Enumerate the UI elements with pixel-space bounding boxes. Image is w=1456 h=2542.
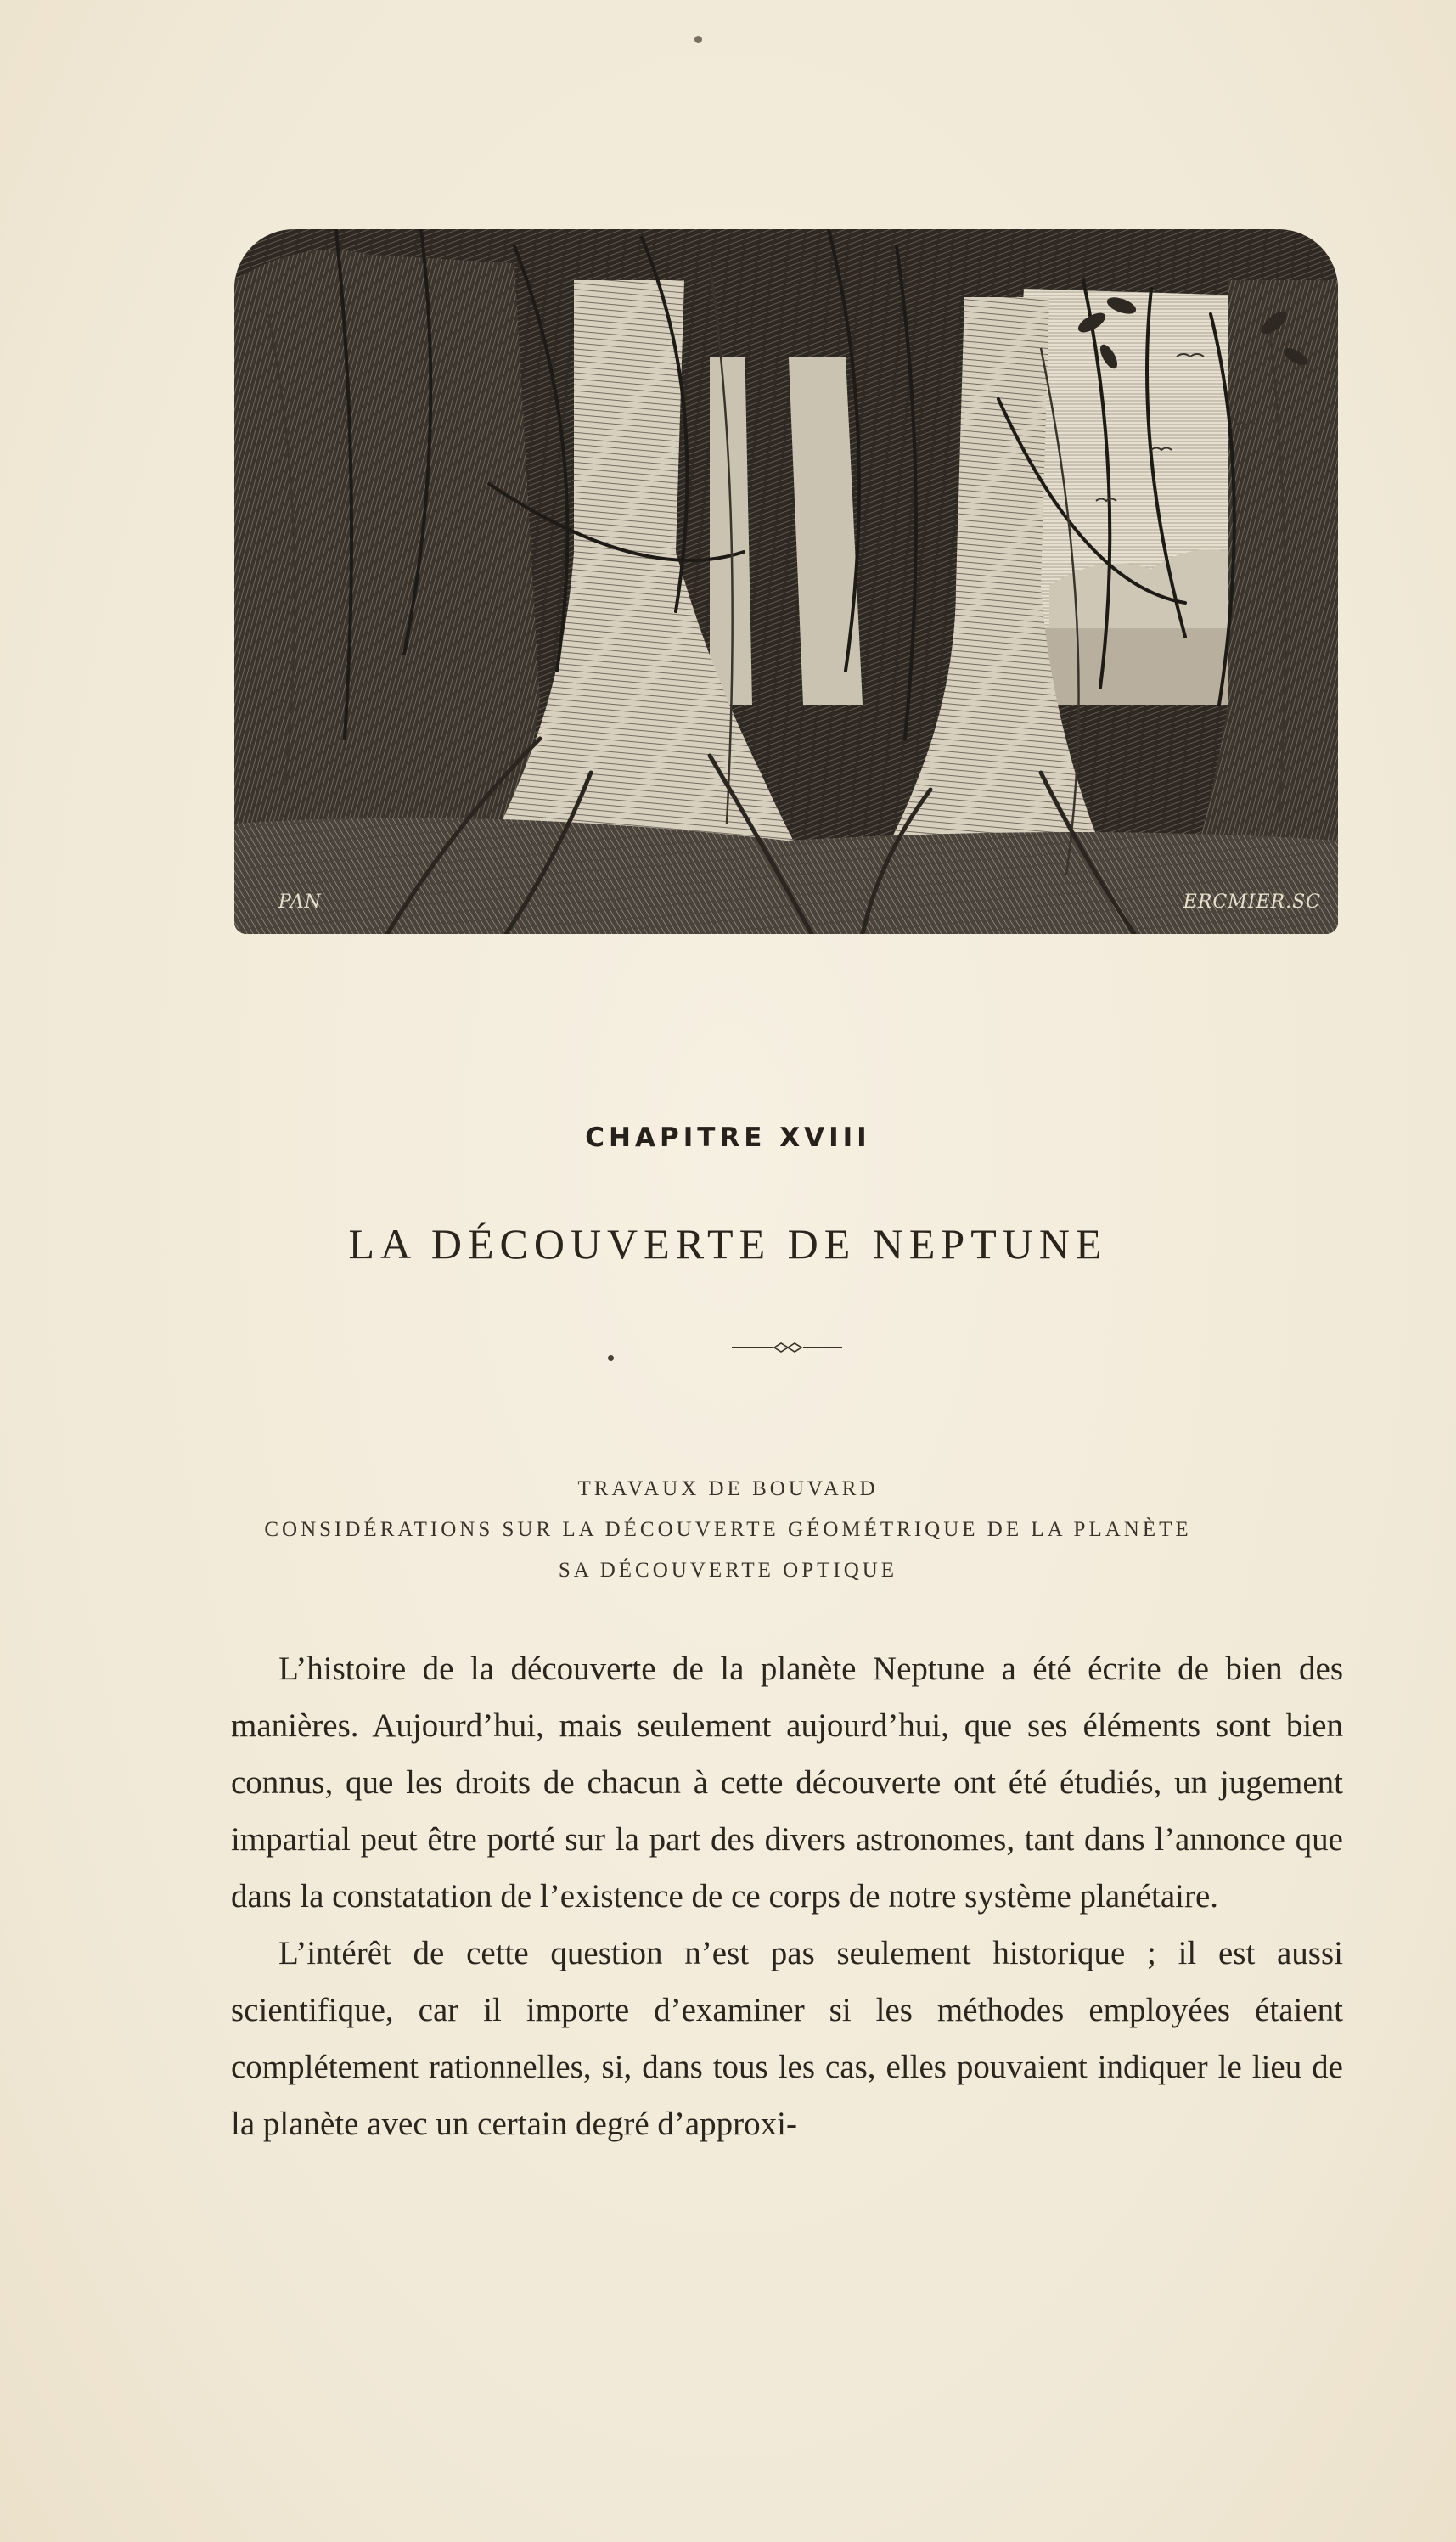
chapter-label: CHAPITRE XVIII — [585, 1122, 871, 1153]
body-text — [231, 1640, 1343, 2152]
paragraph: L’histoire de la découverte de la planète Neptune a été écrite de bien des manières. Aujourd’hui, mais seulement aujourd’hui, que ses éléments sont bien connus, que les droits de chacun à cette découverte ont été étudiés, un jugement impartial peut être porté sur la part des divers astronomes, tant dans l’annonce que dans la constatation de l’existence de ce corps de notre système planétaire. — [231, 1651, 1343, 1915]
chapter-summary — [0, 1469, 1456, 1591]
summary-line: SA DÉCOUVERTE OPTIQUE — [558, 1559, 898, 1582]
paragraph: L’intérêt de cette question n’est pas seulement historique ; il est aussi scientifique, car il importe d’examiner si les méthodes employées étaient complétement rationnelles, si, dans tous les cas, elles pouvaient indiquer le lieu de la planète avec un certain degré d’approxi- — [231, 1935, 1343, 2142]
engraving-svg — [234, 229, 1338, 934]
engraving-signature-left: PAN — [278, 891, 322, 913]
chapter-title: LA DÉCOUVERTE DE NEPTUNE — [348, 1220, 1108, 1268]
ink-speck — [694, 36, 702, 43]
summary-line: TRAVAUX DE BOUVARD — [577, 1477, 879, 1500]
engraving-signature-right: ERCMIER.SC — [1183, 891, 1321, 913]
ink-dot — [608, 1355, 614, 1361]
ornament-divider-icon — [732, 1338, 842, 1357]
forest-engraving — [234, 229, 1338, 934]
summary-line: CONSIDÉRATIONS SUR LA DÉCOUVERTE GÉOMÉTRIQUE DE LA PLANÈTE — [264, 1518, 1192, 1541]
